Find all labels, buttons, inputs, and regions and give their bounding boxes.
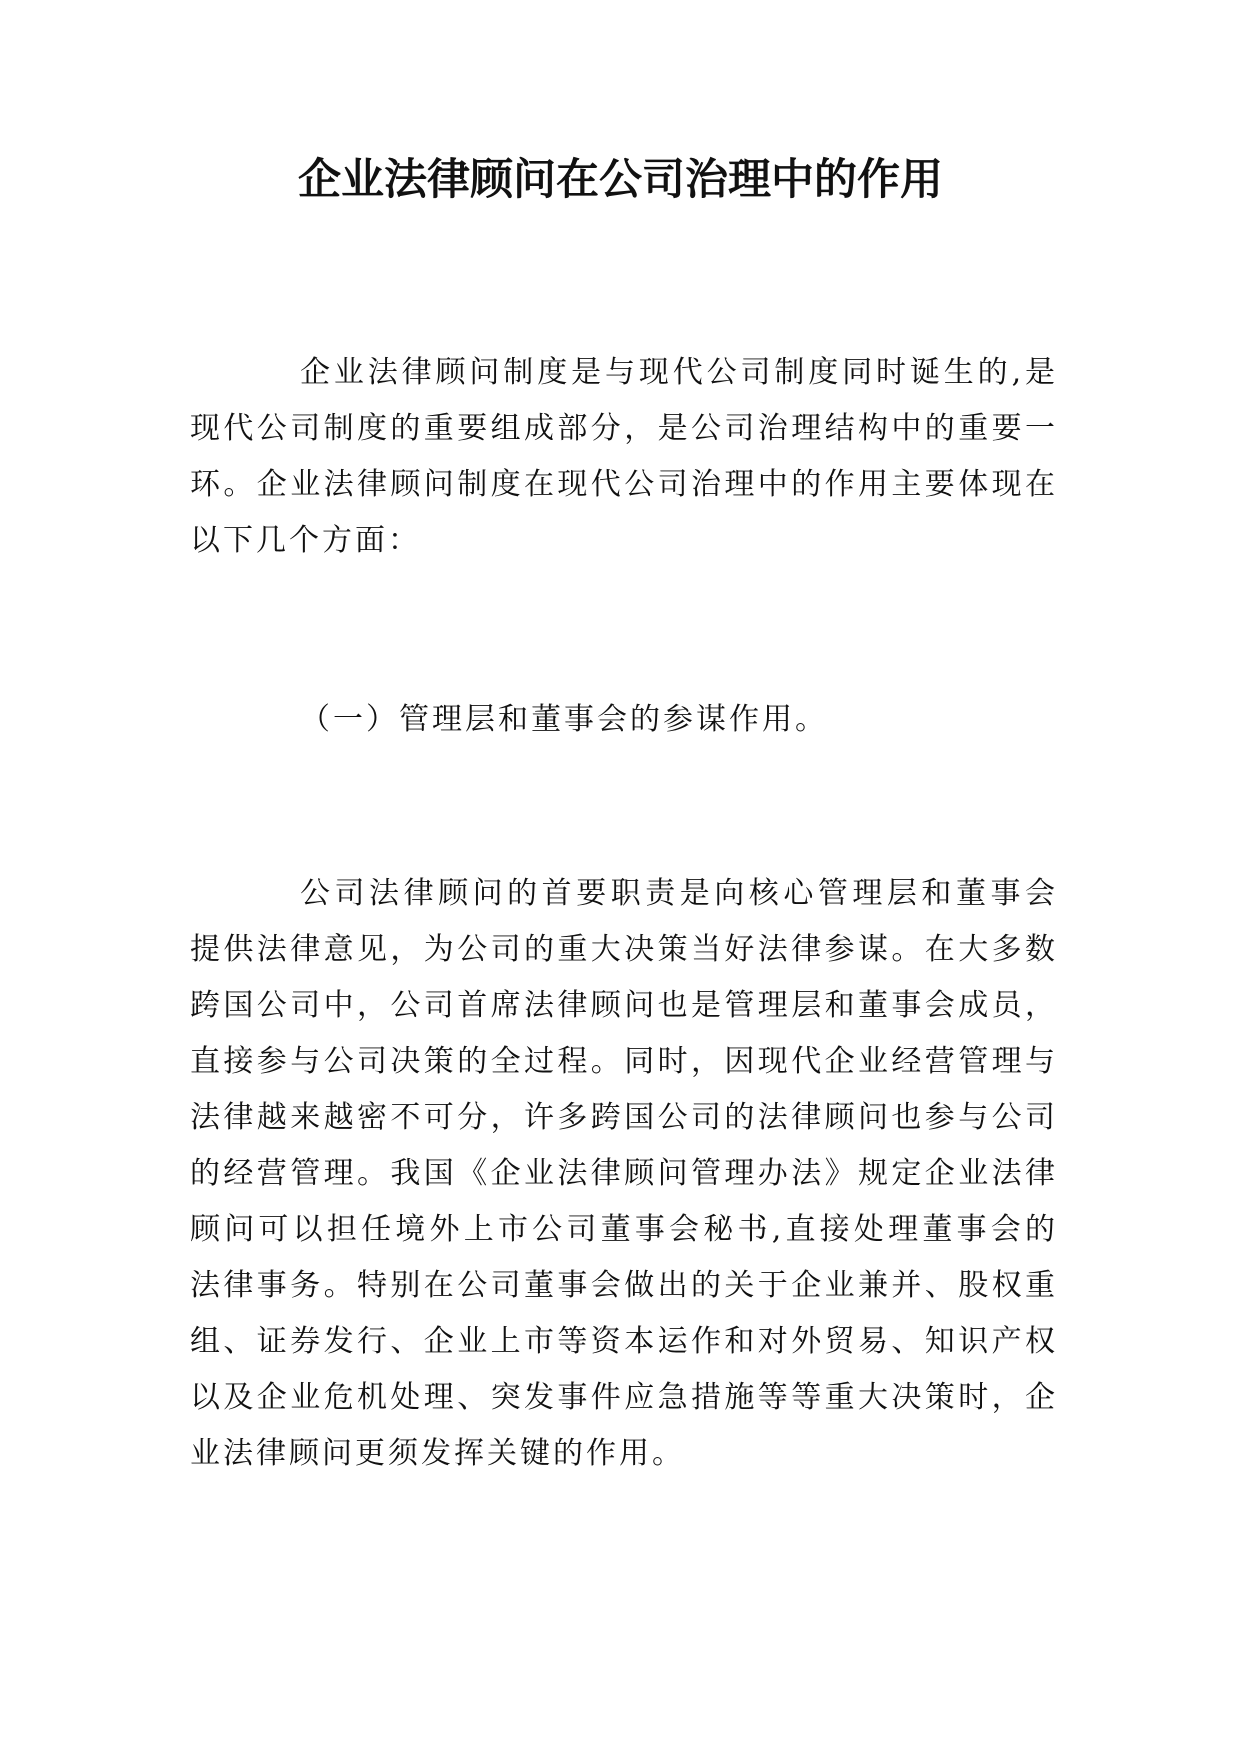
document-title: 企业法律顾问在公司治理中的作用: [298, 155, 943, 205]
intro-paragraph: 企业法律顾问制度是与现代公司制度同时诞生的,是现代公司制度的重要组成部分，是公司治理结构中的重要一环。企业法律顾问制度在现代公司治理中的作用主要体现在以下几个方面：: [190, 355, 1058, 558]
section-heading: （一）管理层和董事会的参谋作用。: [300, 702, 828, 737]
body-paragraph: 公司法律顾问的首要职责是向核心管理层和董事会提供法律意见，为公司的重大决策当好法律参谋。在大多数跨国公司中，公司首席法律顾问也是管理层和董事会成员，直接参与公司决策的全过程。同时，因现代企业经营管理与法律越来越密不可分，许多跨国公司的法律顾问也参与公司的经营管理。我国《企业法律顾问管理办法》规定企业法律顾问可以担任境外上市公司董事会秘书,直接处理董事会的法律事务。特别在公司董事会做出的关于企业兼并、股权重组、证券发行、企业上市等资本运作和对外贸易、知识产权以及企业危机处理、突发事件应急措施等等重大决策时，企业法律顾问更须发挥关键的作用。: [190, 876, 1058, 1471]
